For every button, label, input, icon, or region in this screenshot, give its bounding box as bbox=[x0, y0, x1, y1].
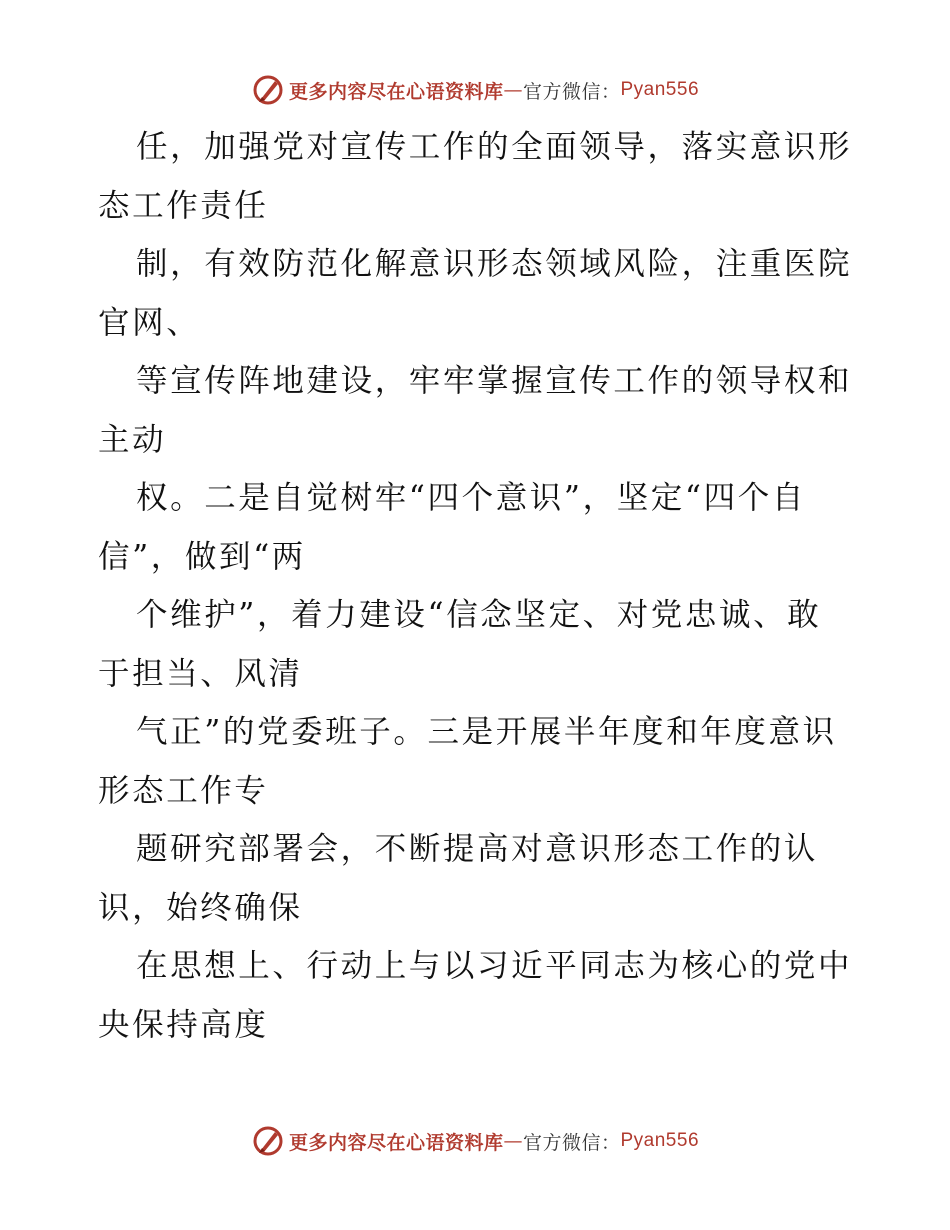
paragraph bbox=[98, 586, 858, 703]
banner-title: 更多内容尽在心语资料库 bbox=[288, 1131, 504, 1154]
paragraph bbox=[98, 820, 858, 937]
banner-wechat-label: 官方微信： bbox=[522, 1131, 621, 1154]
paragraph bbox=[98, 937, 858, 1054]
paragraph bbox=[98, 352, 858, 469]
header-banner bbox=[0, 70, 950, 110]
paragraph-line: 气正”的党委班子。三是开展半年度和年度意识 bbox=[136, 714, 837, 750]
banner-wechat-id: Pyan556 bbox=[620, 1130, 700, 1151]
banner-dash: — bbox=[503, 79, 523, 101]
paragraph bbox=[98, 235, 858, 352]
paragraph-line: 题研究部署会，不断提高对意识形态工作的认 bbox=[136, 831, 819, 867]
paragraph-line: 等宣传阵地建设，牢牢掌握宣传工作的领导权和 bbox=[136, 363, 853, 399]
banner-wechat-id: Pyan556 bbox=[620, 79, 700, 100]
paragraph-line-wrap: 识，始终确保 bbox=[98, 889, 303, 926]
paragraph-line-wrap: 于担当、风清 bbox=[98, 655, 303, 692]
paragraph-line: 任，加强党对宣传工作的全面领导，落实意识形 bbox=[136, 129, 853, 165]
banner-title: 更多内容尽在心语资料库 bbox=[288, 80, 504, 103]
paragraph-line-wrap: 主动 bbox=[98, 421, 167, 458]
pen-circle-logo-icon bbox=[251, 73, 285, 107]
paragraph-line: 权。二是自觉树牢“四个意识”，坚定“四个自 bbox=[136, 480, 806, 516]
paragraph-line-wrap: 形态工作专 bbox=[98, 772, 269, 809]
pen-circle-logo-icon bbox=[251, 1124, 285, 1158]
banner-dash: — bbox=[503, 1130, 523, 1152]
paragraph bbox=[98, 703, 858, 820]
paragraph-line: 制，有效防范化解意识形态领域风险，注重医院 bbox=[136, 246, 853, 282]
footer-banner bbox=[0, 1121, 950, 1161]
banner-wechat-label: 官方微信： bbox=[522, 80, 621, 103]
document-body bbox=[98, 118, 858, 1054]
paragraph-line-wrap: 央保持高度 bbox=[98, 1006, 269, 1043]
paragraph-line-wrap: 信”，做到“两 bbox=[98, 538, 306, 575]
paragraph-line-wrap: 官网、 bbox=[98, 304, 201, 341]
paragraph-line: 个维护”，着力建设“信念坚定、对党忠诚、敢 bbox=[136, 597, 822, 633]
paragraph bbox=[98, 118, 858, 235]
paragraph-line-wrap: 态工作责任 bbox=[98, 187, 269, 224]
paragraph bbox=[98, 469, 858, 586]
paragraph-line: 在思想上、行动上与以习近平同志为核心的党中 bbox=[136, 948, 853, 984]
